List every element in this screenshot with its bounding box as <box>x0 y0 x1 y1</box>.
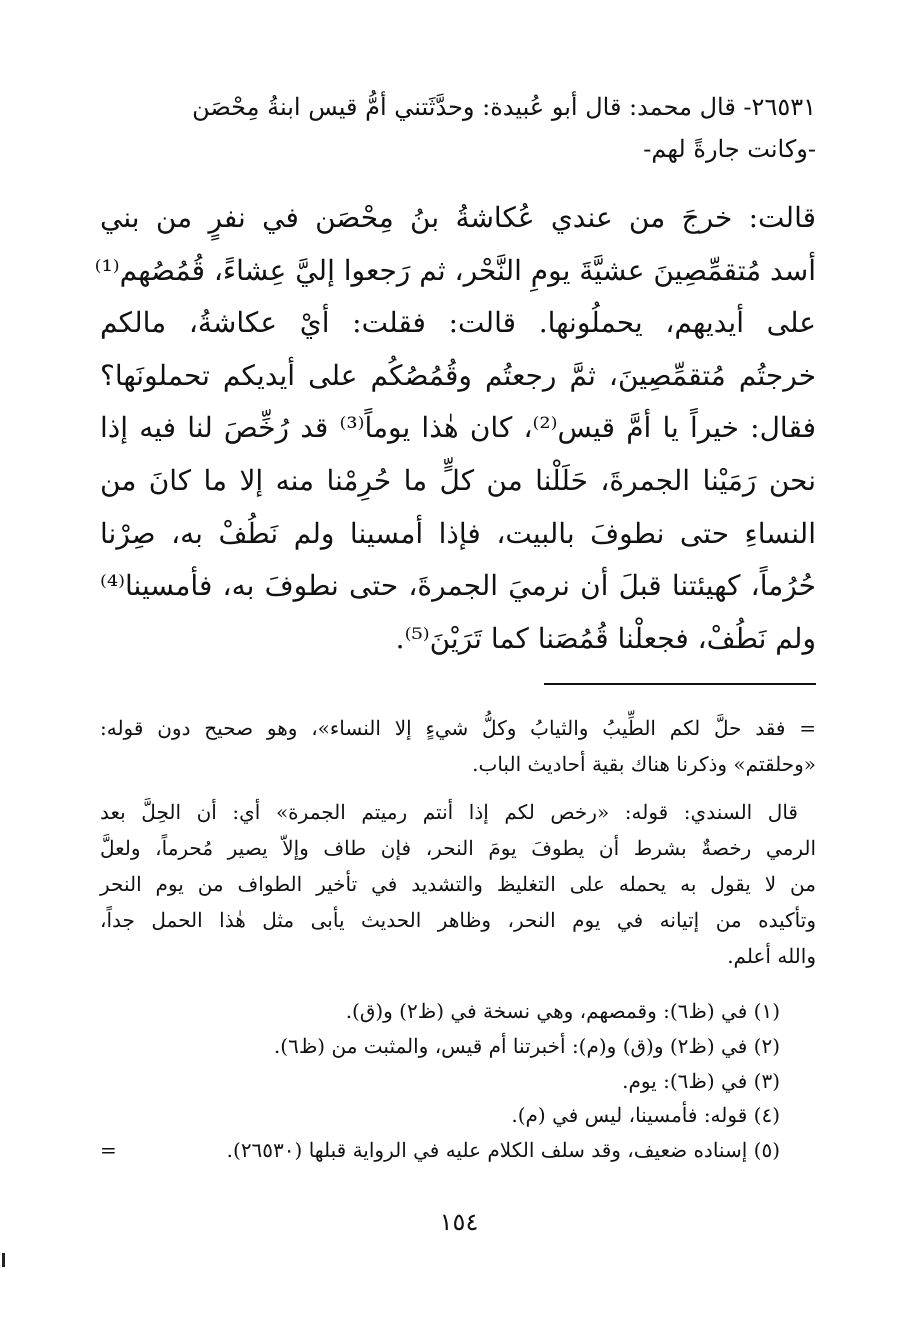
matn-line: ولم نَطُفْ، فجعلْنا قُمُصَنا كما تَرَيْنَ⁽⁵⁾. <box>395 621 816 655</box>
footnote-item <box>100 1133 816 1168</box>
footnote-separator <box>544 683 816 685</box>
matn-line: قالت: خرجَ من عندي عُكاشةُ بنُ مِحْصَن في نفرٍ من بني <box>100 201 816 234</box>
footnote-item: (١) في (ظ٦): وقمصهم، وهي نسخة في (ظ٢) و(ق). <box>345 999 780 1023</box>
note-line: قال السندي: قوله: «رخص لكم إذا أنتم رميتم الجمرة» أي: أن الحِلَّ بعد <box>100 800 798 824</box>
continuation-marker: = <box>100 1138 117 1163</box>
matn-line: أسد مُتقمِّصِينَ عشيَّةَ يومِ النَّحْر، ثم رَجعوا إليَّ عِشاءً، قُمُصُهم⁽¹⁾ <box>94 253 816 287</box>
matn-line: خرجتُم مُتقمِّصِينَ، ثمَّ رجعتُم وقُمُصُكُم على أيديكم تحملونَها؟ <box>100 358 816 392</box>
matn-line: على أيديهم، يحملُونها. قالت: فقلت: أيْ عكاشةُ، مالكم <box>100 306 816 340</box>
page-number: ١٥٤ <box>439 1208 479 1236</box>
note-line: من لا يقول به يحمله على التغليظ والتشديد في تأخير الطواف من يوم النحر <box>100 872 816 896</box>
footnote-item: (٤) قوله: فأمسينا، ليس في (م). <box>511 1103 780 1128</box>
note-line: الرمي رخصةٌ بشرط أن يطوفَ يومَ النحر، فإن طاف وإلاّ يصير مُحرماً، ولعلَّ <box>100 836 816 860</box>
footnote-item: (٣) في (ظ٦): يوم. <box>622 1068 780 1093</box>
hadith-isnad-header <box>100 86 816 170</box>
previous-footnote-continuation <box>100 710 816 782</box>
note-line: وتأكيده من إتيانه في يوم النحر، وظاهر الحديث يأبى مثل هٰذا الحمل جداً، <box>100 908 816 932</box>
matn-line: نحن رَمَيْنا الجمرةَ، حَلَلْنا من كلٍّ ما حُرِمْنا منه إلا ما كانَ من <box>100 463 816 497</box>
note-line: = فقد حلَّ لكم الطِّيبُ والثيابُ وكلُّ شيءٍ إلا النساء»، وهو صحيح دون قوله: <box>100 716 816 740</box>
note-line: «وحلقتم» وذكرنا هناك بقية أحاديث الباب. <box>472 752 816 776</box>
note-line: والله أعلم. <box>727 944 816 968</box>
matn-line: حُرُماً، كهيئتنا قبلَ أن نرميَ الجمرةَ، حتى نطوفَ به، فأمسينا⁽⁴⁾ <box>100 569 816 603</box>
scan-edge-mark <box>2 1253 5 1267</box>
footnote-item: (٢) في (ظ٢) و(ق) و(م): أخبرتنا أم قيس، والمثبت من (ظ٦). <box>273 1033 780 1058</box>
footnotes-list <box>100 994 816 1168</box>
hadith-matn <box>94 192 817 665</box>
matn-line: فقال: خيراً يا أمَّ قيس⁽²⁾، كان هٰذا يوماً⁽³⁾ قد رُخِّصَ لنا فيه إذا <box>100 411 817 445</box>
sindi-commentary <box>100 794 816 974</box>
header-line: ٢٦٥٣١- قال محمد: قال أبو عُبيدة: وحدَّثَتني أمُّ قيس ابنةُ مِحْصَن <box>192 93 816 121</box>
header-line: -وكانت جارةً لهم- <box>643 135 816 163</box>
footnote-text: (٥) إسناده ضعيف، وقد سلف الكلام عليه في الرواية قبلها (٢٦٥٣٠). <box>226 1138 780 1163</box>
matn-line: النساءِ حتى نطوفَ بالبيت، فإذا أمسينا ولم نَطُفْ به، صِرْنا <box>100 516 816 550</box>
